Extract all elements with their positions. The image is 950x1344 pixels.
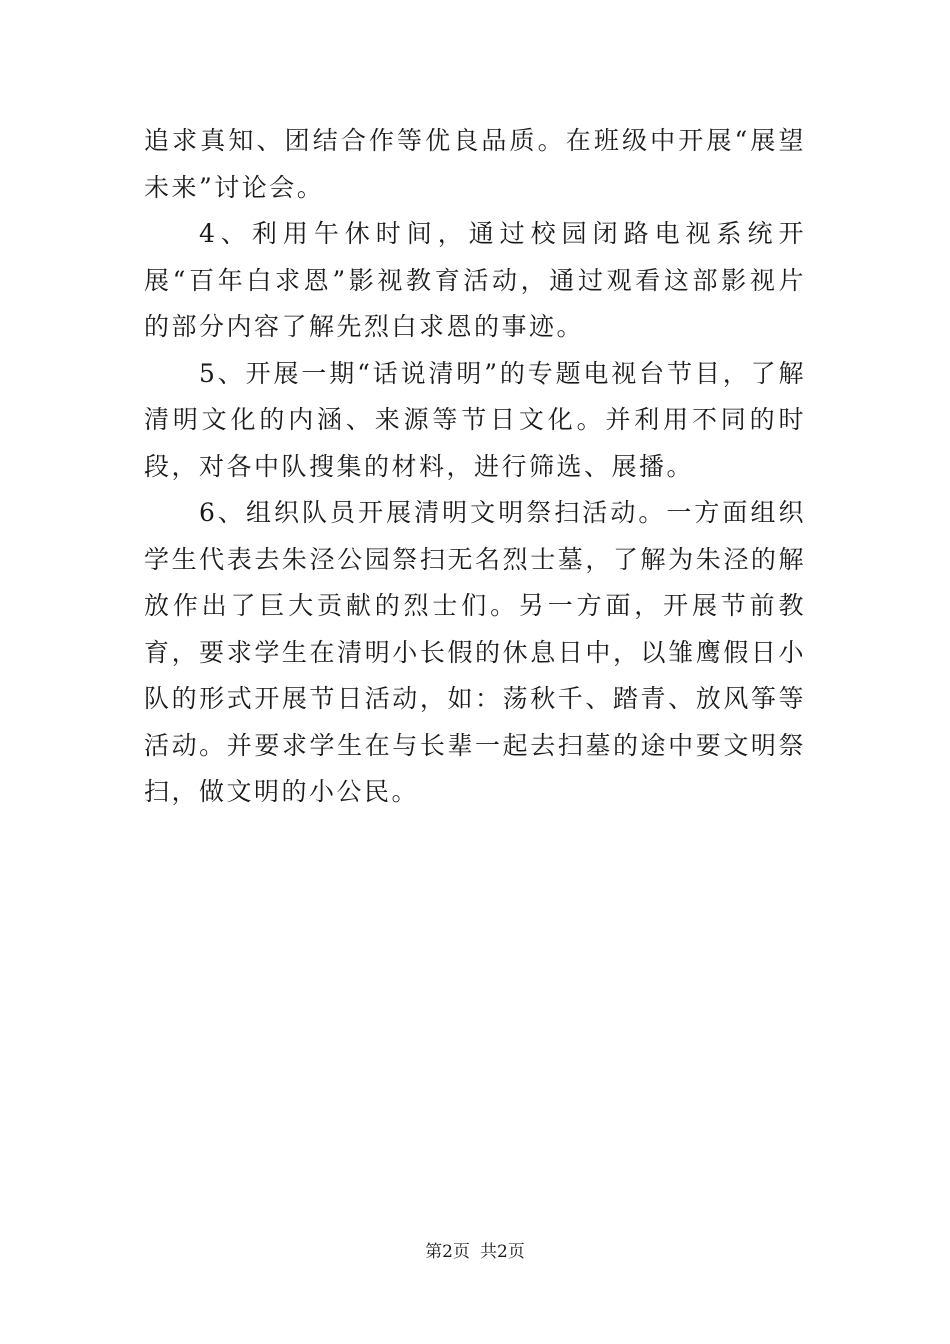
paragraph-continuation: 追求真知、团结合作等优良品质。在班级中开展“展望未来”讨论会。 [144,126,806,202]
paragraph-item-6: 6、组织队员开展清明文明祭扫活动。一方面组织学生代表去朱泾公园祭扫无名烈士墓，了解为朱泾的解放作出了巨大贡献的烈士们。另一方面，开展节前教育，要求学生在清明小长假的休息日中，以雏鹰假日小队的形式开展节日活动，如：荡秋千、踏青、放风筝等活动。并要求学生在与长辈一起去扫墓的途中要文明祭扫，做文明的小公民。 [144,498,806,806]
page-footer [0,1240,950,1264]
paragraph-item-4: 4、利用午休时间，通过校园闭路电视系统开展“百年白求恩”影视教育活动，通过观看这部影视片的部分内容了解先烈白求恩的事迹。 [144,219,806,341]
current-page-label: 第2页 [425,1242,470,1262]
document-body [144,118,806,816]
total-pages-label: 共2页 [480,1242,525,1262]
paragraph-item-5: 5、开展一期“话说清明”的专题电视台节目，了解清明文化的内涵、来源等节日文化。并利用不同的时段，对各中队搜集的材料，进行筛选、展播。 [144,358,806,481]
